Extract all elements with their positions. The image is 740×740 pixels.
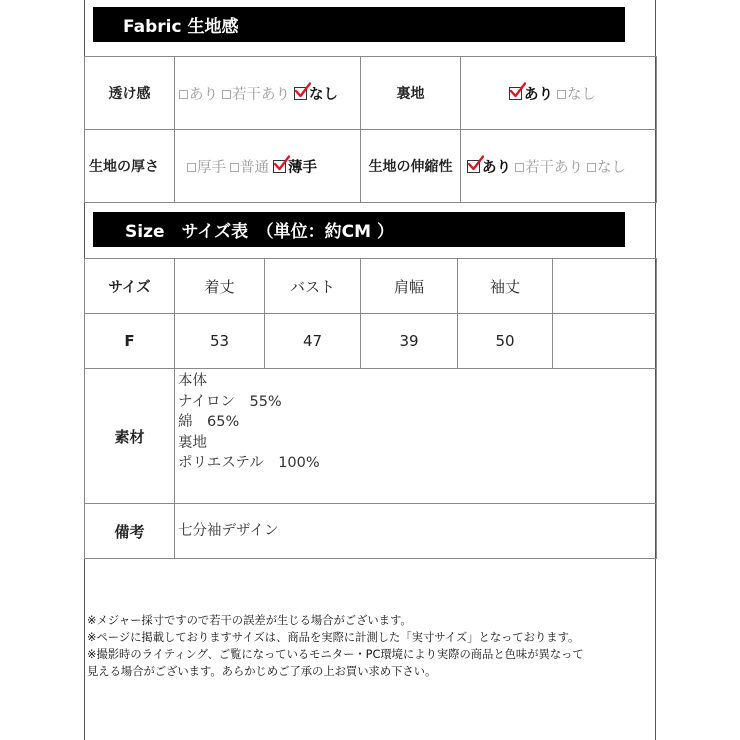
fabric-option [187, 156, 226, 177]
unchecked-box-icon [187, 163, 196, 172]
fabric-option-label: 薄手 [288, 159, 317, 176]
fabric-section-title: Fabric 生地感 [123, 17, 239, 37]
fabric-attribute-label: 透け感 [85, 57, 175, 130]
checked-box-icon [273, 160, 286, 173]
fabric-options [175, 57, 361, 130]
fabric-attribute-label: 生地の伸縮性 [361, 130, 461, 203]
fabric-option [273, 156, 317, 177]
fabric-option-label: 普通 [240, 159, 269, 176]
fabric-option-label: 厚手 [197, 159, 226, 176]
unchecked-box-icon [557, 90, 566, 99]
material-line: 綿 65% [178, 414, 240, 430]
size-table [84, 258, 657, 559]
disclaimer-notes [87, 612, 657, 680]
fabric-section-header [93, 7, 625, 42]
fabric-option-label: 若干あり [232, 86, 290, 103]
size-column-header: バスト [265, 259, 361, 314]
size-column-header: 肩幅 [361, 259, 458, 314]
fabric-option [587, 156, 626, 177]
unchecked-box-icon [230, 163, 239, 172]
fabric-attribute-label: 裏地 [361, 57, 461, 130]
fabric-option-label: 若干あり [525, 159, 583, 176]
fabric-option [230, 156, 269, 177]
unchecked-box-icon [515, 163, 524, 172]
fabric-option [557, 83, 596, 104]
disclaimer-line: ※メジャー採寸ですので若干の誤差が生じる場合がございます。 [87, 614, 412, 627]
fabric-option-label: なし [309, 86, 338, 103]
checked-box-icon [294, 87, 307, 100]
size-value-cell: 39 [361, 314, 458, 369]
size-column-header: 着丈 [175, 259, 265, 314]
fabric-option [179, 83, 218, 104]
note-row [85, 504, 657, 559]
size-value-cell: 50 [458, 314, 553, 369]
size-section-header [93, 212, 625, 247]
checked-box-icon [509, 87, 522, 100]
size-data-row [85, 314, 657, 369]
material-line: 裏地 [178, 434, 207, 451]
material-line: ナイロン 55% [178, 393, 282, 410]
fabric-option [509, 83, 553, 104]
fabric-row [85, 130, 657, 203]
unchecked-box-icon [179, 90, 188, 99]
note-label: 備考 [85, 504, 175, 559]
size-name-cell: F [85, 314, 175, 369]
note-text: 七分袖デザイン [175, 504, 657, 559]
material-text [175, 369, 657, 504]
fabric-row [85, 57, 657, 130]
fabric-option [294, 83, 338, 104]
fabric-option [222, 83, 290, 104]
fabric-options [175, 130, 361, 203]
unchecked-box-icon [587, 163, 596, 172]
fabric-option-label: なし [597, 159, 626, 176]
size-value-cell [553, 314, 657, 369]
fabric-option-label: なし [567, 86, 596, 103]
material-row [85, 369, 657, 504]
unchecked-box-icon [222, 90, 231, 99]
fabric-options [461, 130, 657, 203]
fabric-option-label: あり [524, 86, 553, 103]
fabric-option [467, 156, 511, 177]
material-label: 素材 [85, 369, 175, 504]
size-column-header: 袖丈 [458, 259, 553, 314]
fabric-table [84, 56, 657, 203]
size-section-title: Size サイズ表 （単位：約CM ） [125, 222, 394, 242]
size-header-row [85, 259, 657, 314]
size-value-cell: 47 [265, 314, 361, 369]
material-line: 本体 [178, 373, 207, 389]
checked-box-icon [467, 160, 480, 173]
size-value-cell: 53 [175, 314, 265, 369]
fabric-option-label: あり [189, 86, 218, 103]
fabric-attribute-label: 生地の厚さ [85, 130, 175, 203]
fabric-options [461, 57, 657, 130]
disclaimer-line: 見える場合がございます。あらかじめご了承の上お買い求め下さい。 [87, 665, 437, 678]
material-line: ポリエステル 100% [178, 455, 320, 471]
fabric-option-label: あり [482, 159, 511, 176]
fabric-option [515, 156, 583, 177]
disclaimer-line: ※撮影時のライティング、ご覧になっているモニター・PC環境により実際の商品と色味が異なって [87, 648, 584, 661]
disclaimer-line: ※ページに掲載しておりますサイズは、商品を実際に計測した「実寸サイズ」となっております。 [87, 631, 580, 644]
size-column-header [553, 259, 657, 314]
size-column-header: サイズ [85, 259, 175, 314]
